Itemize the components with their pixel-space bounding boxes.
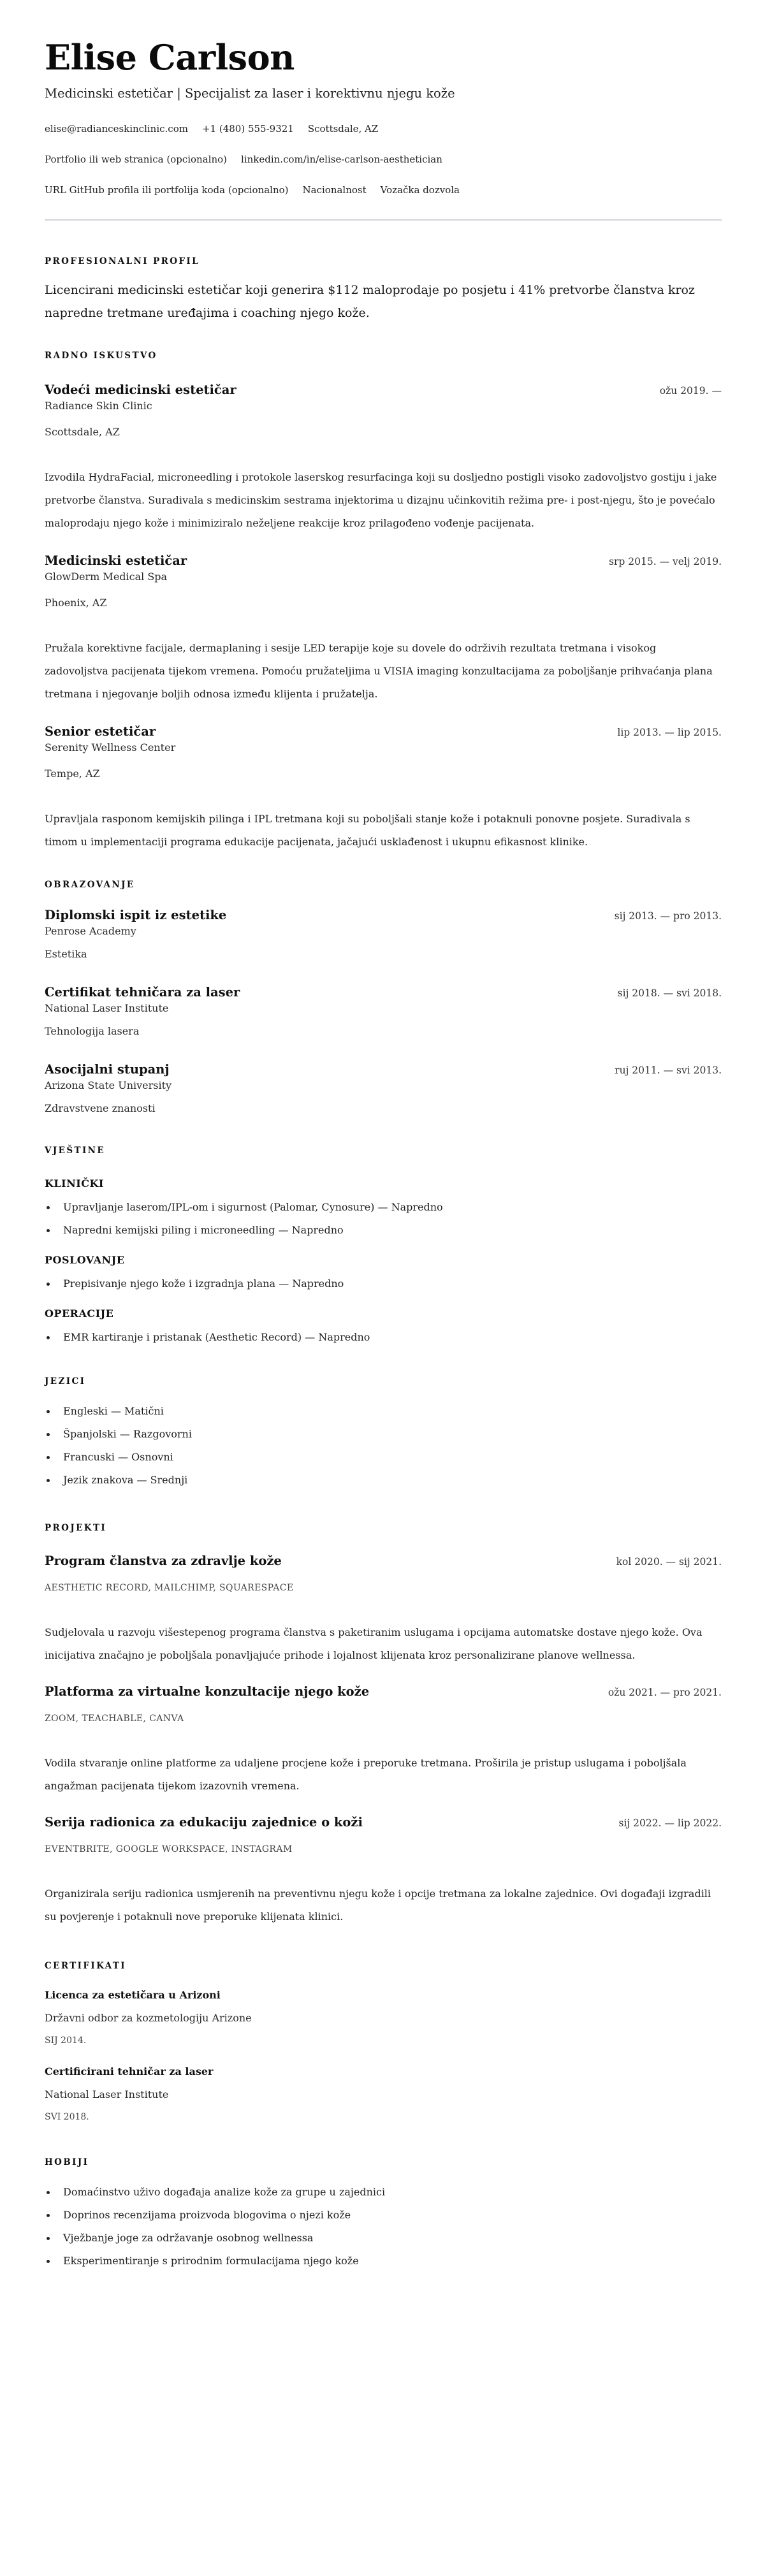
education-degree: Certifikat tehničara za laser bbox=[45, 985, 240, 1000]
hobby-item: Doprinos recenzijama proizvoda blogovima o njezi kože bbox=[45, 2204, 722, 2227]
education-entry bbox=[45, 1061, 722, 1116]
section-title-education: OBRAZOVANJE bbox=[45, 880, 135, 890]
project-entry bbox=[45, 1553, 722, 1667]
language-item: Francuski — Osnovni bbox=[45, 1446, 722, 1469]
candidate-name: Elise Carlson bbox=[45, 37, 295, 78]
skill-item: Napredni kemijski piling i microneedling — Napredno bbox=[45, 1219, 722, 1242]
hobby-list bbox=[45, 2181, 722, 2273]
experience-entry bbox=[45, 382, 722, 535]
contact-github-link[interactable]: URL GitHub profila ili portfolija koda (opcionalno) bbox=[45, 184, 289, 196]
section-title-hobbies: HOBIJI bbox=[45, 2157, 89, 2167]
education-school: National Laser Institute bbox=[45, 1002, 169, 1014]
experience-entry bbox=[45, 553, 722, 706]
job-title: Senior estetičar bbox=[45, 724, 156, 739]
education-dates: sij 2013. — pro 2013. bbox=[614, 910, 722, 922]
job-description: Pružala korektivne facijale, dermaplaning i sesije LED terapije koje su dovele do održivih rezultata tretmana i visokog zadovoljstva pacijenata tijekom vremena. Pomoću pružateljima u VISIA imaging konzultacijama za poboljšanje prihvaćanja plana tretmana i njegovanje boljih odnosa između klijenta i pružatelja. bbox=[45, 642, 713, 700]
candidate-headline: Medicinski estetičar | Specijalist za laser i korektivnu njegu kože bbox=[45, 86, 455, 101]
section-title-languages: JEZICI bbox=[45, 1376, 86, 1386]
skill-group bbox=[45, 1307, 722, 1349]
job-location: Phoenix, AZ bbox=[45, 597, 107, 609]
section-education bbox=[45, 879, 722, 1116]
section-experience bbox=[45, 350, 722, 854]
section-title-experience: RADNO ISKUSTVO bbox=[45, 351, 157, 361]
hobby-item: Eksperimentiranje s prirodnim formulacijama njego kože bbox=[45, 2250, 722, 2273]
education-dates: sij 2018. — svi 2018. bbox=[617, 987, 722, 999]
project-title: Program članstva za zdravlje kože bbox=[45, 1554, 282, 1568]
project-entry bbox=[45, 1814, 722, 1928]
header-divider bbox=[45, 219, 722, 221]
certificate-name: Certificirani tehničar za laser bbox=[45, 2065, 214, 2078]
skill-item: Upravljanje laserom/IPL-om i sigurnost (Palomar, Cynosure) — Napredno bbox=[45, 1196, 722, 1219]
project-dates: ožu 2021. — pro 2021. bbox=[608, 1687, 722, 1698]
contact-linkedin-link[interactable]: linkedin.com/in/elise-carlson-aesthetician bbox=[241, 154, 442, 165]
job-company: Radiance Skin Clinic bbox=[45, 400, 152, 412]
job-description: Upravljala rasponom kemijskih pilinga i IPL tretmana koji su poboljšali stanje kože i potaknuli ponovne posjete. Suradivala s timom u implementaciji programa edukacije pacijenata, jačajući usklađenost i ukupnu efikasnost klinike. bbox=[45, 813, 690, 848]
job-location: Scottsdale, AZ bbox=[45, 426, 120, 438]
project-technologies: EVENTBRITE, GOOGLE WORKSPACE, INSTAGRAM bbox=[45, 1844, 293, 1854]
job-dates: ožu 2019. — bbox=[659, 385, 722, 397]
job-company: Serenity Wellness Center bbox=[45, 741, 176, 753]
skill-group-title: OPERACIJE bbox=[45, 1307, 114, 1320]
certificate-issuer: Državni odbor za kozmetologiju Arizone bbox=[45, 2012, 252, 2024]
section-title-skills: VJEŠTINE bbox=[45, 1146, 106, 1156]
section-hobbies bbox=[45, 2157, 722, 2273]
contact-phone[interactable]: +1 (480) 555-9321 bbox=[201, 123, 294, 135]
project-title: Platforma za virtualne konzultacije njego kože bbox=[45, 1684, 370, 1699]
profile-summary: Licencirani medicinski estetičar koji generira $112 maloprodaje po posjetu i 41% pretvorbe članstva kroz napredne tretmane uređajima i coaching njego kože. bbox=[45, 283, 695, 320]
section-certificates bbox=[45, 1960, 722, 2123]
certificate-entry bbox=[45, 1988, 722, 2047]
project-description: Sudjelovala u razvoju višestepenog programa članstva s paketiranim uslugama i opcijama automatske dostave njego kože. Ova inicijativa značajno je poboljšala ponavljajuće prihode i lojalnost klijenata kroz personalizirane planove wellnessa. bbox=[45, 1626, 703, 1661]
skill-list bbox=[45, 1196, 722, 1242]
contact-portfolio-link[interactable]: Portfolio ili web stranica (opcionalno) bbox=[45, 154, 228, 165]
project-entry bbox=[45, 1684, 722, 1798]
education-field: Zdravstvene znanosti bbox=[45, 1102, 156, 1114]
contact-drivers-license: Vozačka dozvola bbox=[380, 184, 460, 196]
project-description: Organizirala seriju radionica usmjerenih na preventivnu njegu kože i opcije tretmana za lokalne zajednice. Ovi događaji izgradili su povjerenje i potaknuli nove preporuke klijenata klinici. bbox=[45, 1888, 711, 1923]
education-school: Arizona State University bbox=[45, 1079, 172, 1091]
education-entry bbox=[45, 907, 722, 961]
language-item: Engleski — Matični bbox=[45, 1400, 722, 1423]
contact-row-extra bbox=[45, 184, 722, 196]
certificate-issuer: National Laser Institute bbox=[45, 2088, 169, 2100]
job-company: GlowDerm Medical Spa bbox=[45, 571, 168, 583]
contact-row-primary bbox=[45, 122, 722, 135]
experience-entry bbox=[45, 724, 722, 854]
job-location: Tempe, AZ bbox=[45, 768, 100, 780]
project-dates: kol 2020. — sij 2021. bbox=[616, 1556, 722, 1568]
hobby-item: Domaćinstvo uživo događaja analize kože za grupe u zajednici bbox=[45, 2181, 722, 2204]
certificate-name: Licenca za estetičara u Arizoni bbox=[45, 1989, 221, 2001]
skill-group bbox=[45, 1177, 722, 1242]
education-entry bbox=[45, 984, 722, 1038]
job-description: Izvodila HydraFacial, microneedling i protokole laserskog resurfacinga koji su dosljedno postigli visoko zadovoljstvo gostiju i jake pretvorbe članstva. Suradivala s medicinskim sestrama injektorima u dizajnu učinkovitih režima pre- i post-njegu, što je povećalo maloprodaju njego kože i minimiziralo neželjene reakcije kroz prilagođeno vođenje pacijenata. bbox=[45, 471, 717, 529]
certificate-entry bbox=[45, 2065, 722, 2123]
section-title-profile: PROFESIONALNI PROFIL bbox=[45, 256, 200, 266]
education-degree: Diplomski ispit iz estetike bbox=[45, 908, 227, 922]
education-field: Estetika bbox=[45, 948, 87, 960]
contact-row-links bbox=[45, 153, 722, 166]
section-languages bbox=[45, 1376, 722, 1492]
education-dates: ruj 2011. — svi 2013. bbox=[615, 1065, 722, 1076]
section-projects bbox=[45, 1522, 722, 1928]
language-item: Španjolski — Razgovorni bbox=[45, 1423, 722, 1446]
resume-header bbox=[45, 37, 722, 221]
contact-location: Scottsdale, AZ bbox=[307, 123, 379, 135]
hobby-item: Vježbanje joge za održavanje osobnog wellnessa bbox=[45, 2227, 722, 2250]
job-dates: lip 2013. — lip 2015. bbox=[617, 727, 722, 738]
skill-list bbox=[45, 1326, 722, 1349]
section-title-certificates: CERTIFIKATI bbox=[45, 1961, 126, 1971]
skill-group-title: KLINIČKI bbox=[45, 1177, 104, 1190]
skill-group bbox=[45, 1253, 722, 1295]
section-title-projects: PROJEKTI bbox=[45, 1523, 107, 1533]
education-school: Penrose Academy bbox=[45, 925, 136, 937]
education-field: Tehnologija lasera bbox=[45, 1025, 140, 1037]
skill-list bbox=[45, 1272, 722, 1295]
project-description: Vodila stvaranje online platforme za udaljene procjene kože i preporuke tretmana. Proširila je pristup uslugama i poboljšala angažman pacijenata tijekom izazovnih vremena. bbox=[45, 1757, 687, 1792]
contact-nationality: Nacionalnost bbox=[302, 184, 367, 196]
job-title: Vodeći medicinski estetičar bbox=[45, 382, 237, 397]
certificate-date: SIJ 2014. bbox=[45, 2035, 87, 2046]
job-title: Medicinski estetičar bbox=[45, 553, 187, 568]
job-dates: srp 2015. — velj 2019. bbox=[609, 556, 722, 567]
project-technologies: AESTHETIC RECORD, MAILCHIMP, SQUARESPACE bbox=[45, 1583, 294, 1593]
language-item: Jezik znakova — Srednji bbox=[45, 1469, 722, 1492]
education-degree: Asocijalni stupanj bbox=[45, 1062, 170, 1077]
skill-group-title: POSLOVANJE bbox=[45, 1254, 125, 1266]
project-dates: sij 2022. — lip 2022. bbox=[618, 1817, 722, 1829]
project-technologies: ZOOM, TEACHABLE, CANVA bbox=[45, 1714, 184, 1724]
section-profile bbox=[45, 256, 722, 324]
skill-item: Prepisivanje njego kože i izgradnja plana — Napredno bbox=[45, 1272, 722, 1295]
skill-item: EMR kartiranje i pristanak (Aesthetic Record) — Napredno bbox=[45, 1326, 722, 1349]
project-title: Serija radionica za edukaciju zajednice o koži bbox=[45, 1815, 363, 1830]
language-list bbox=[45, 1400, 722, 1492]
contact-email[interactable]: elise@radianceskinclinic.com bbox=[45, 123, 188, 135]
section-skills bbox=[45, 1145, 722, 1349]
certificate-date: SVI 2018. bbox=[45, 2112, 89, 2122]
